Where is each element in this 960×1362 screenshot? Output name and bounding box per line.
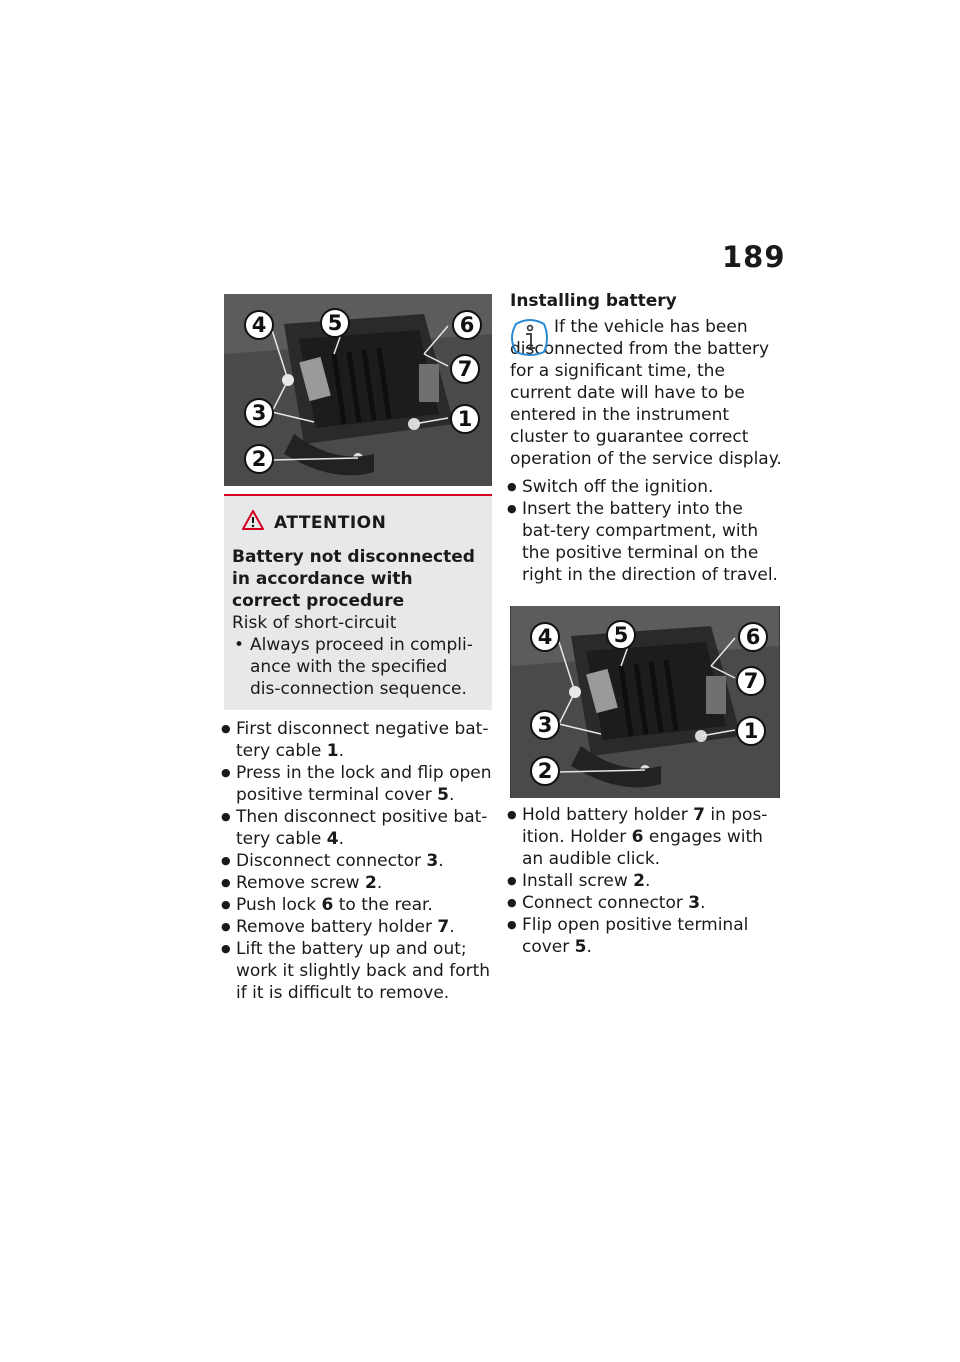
install-steps-after [510, 804, 782, 958]
list-item: ● Remove screw 2. [224, 872, 494, 894]
ref-number: 6 [631, 827, 644, 847]
list-item: ● Lift the battery up and out; work it slightly back and forth if it is difficult to remove. [224, 938, 494, 1004]
attention-item: • Always proceed in compli-ance with the specified dis-connection sequence. [232, 634, 480, 700]
ref-number: 7 [693, 805, 705, 825]
callout-2: 2 [244, 444, 274, 474]
ref-number: 6 [321, 895, 334, 915]
list-item: ● Install screw 2. [510, 870, 782, 892]
callout-5: 5 [320, 308, 350, 338]
list-item: ● Push lock 6 to the rear. [224, 894, 494, 916]
list-item: ● Then disconnect positive bat-tery cable 4. [224, 806, 494, 850]
ref-number: 3 [426, 851, 439, 871]
ref-number: 3 [688, 893, 701, 913]
attention-box [224, 494, 492, 710]
list-item: ● Remove battery holder 7. [224, 916, 494, 938]
attention-list [232, 634, 480, 700]
callout-6: 6 [452, 310, 482, 340]
callout-1: 1 [736, 716, 766, 746]
install-steps-before [510, 476, 782, 586]
list-item: ● Disconnect connector 3. [224, 850, 494, 872]
ref-number: 2 [364, 873, 377, 893]
info-text: If the vehicle has been disconnected from the battery for a significant time, the current date will have to be entered in the instrument cluster to guarantee correct operation of the service display. [510, 317, 782, 469]
callout-7: 7 [450, 354, 480, 384]
ref-number: 7 [437, 917, 450, 937]
list-item: ● Press in the lock and flip open positive terminal cover 5. [224, 762, 494, 806]
callout-7: 7 [736, 666, 766, 696]
ref-number: 5 [437, 785, 450, 805]
ref-number: 5 [574, 937, 587, 957]
attention-subtitle: Battery not disconnected in accordance with correct procedure [232, 547, 475, 611]
callout-3: 3 [530, 710, 560, 740]
list-item: ● Hold battery holder 7 in pos-ition. Holder 6 engages with an audible click. [510, 804, 782, 870]
section-title: Installing battery [510, 291, 677, 311]
callout-6: 6 [738, 622, 768, 652]
battery-compartment-photo [224, 294, 492, 486]
callout-4: 4 [244, 310, 274, 340]
removal-steps [224, 718, 494, 1004]
ref-number: 2 [633, 871, 646, 891]
callout-2: 2 [530, 756, 560, 786]
list-item: ● Flip open positive terminal cover 5. [510, 914, 782, 958]
list-item: ● Connect connector 3. [510, 892, 782, 914]
callout-5: 5 [606, 620, 636, 650]
attention-title: ATTENTION [274, 513, 387, 533]
callout-4: 4 [530, 622, 560, 652]
left-column [224, 294, 494, 1004]
list-item: ● Switch off the ignition. [510, 476, 782, 498]
info-icon [510, 318, 550, 364]
attention-risk: Risk of short-circuit [232, 613, 397, 633]
page-number: 189 [722, 240, 786, 274]
list-item: ● Insert the battery into the bat-tery compartment, with the positive terminal on the right in the direction of travel. [510, 498, 782, 586]
callout-3: 3 [244, 398, 274, 428]
info-note [510, 316, 782, 470]
list-item: ● First disconnect negative bat-tery cable 1. [224, 718, 494, 762]
right-column [510, 290, 782, 958]
battery-compartment-photo-2 [510, 606, 780, 798]
ref-number: 1 [326, 741, 339, 761]
ref-number: 4 [326, 829, 339, 849]
warning-triangle-icon [242, 510, 264, 536]
callout-1: 1 [450, 404, 480, 434]
